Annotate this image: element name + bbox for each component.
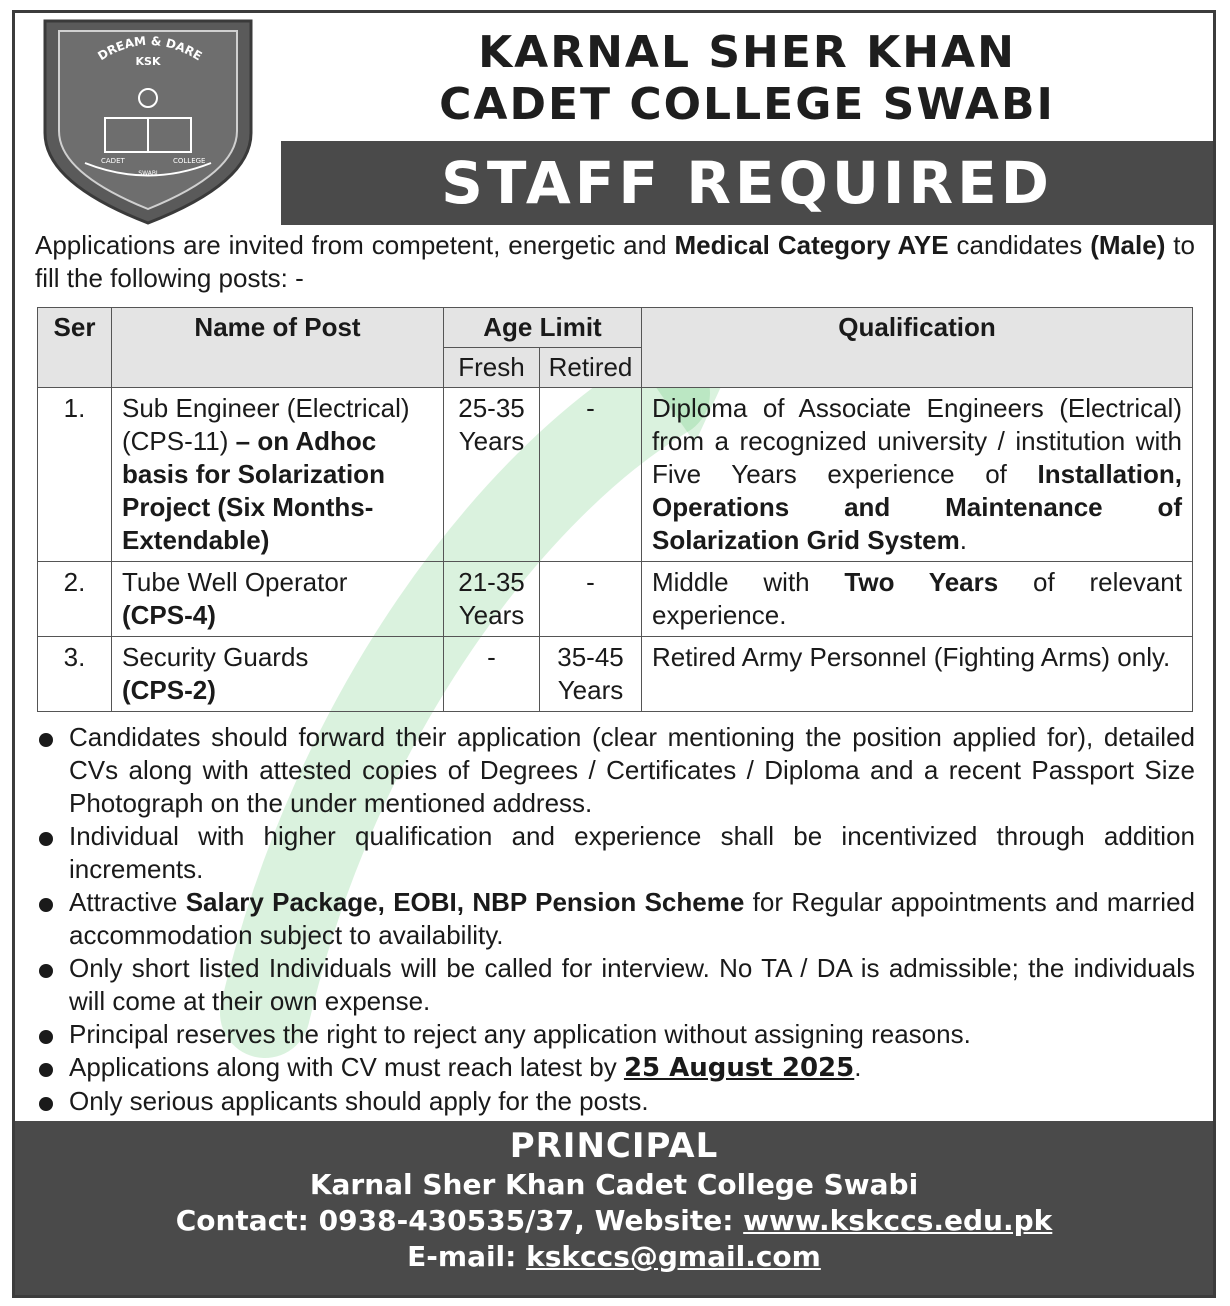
row-qualification — [642, 388, 1193, 562]
qual-text: Diploma of Associate Engineers (Electrical) from a recognized university / institution with Five Years experience of — [652, 393, 1182, 489]
qual-end: . — [959, 525, 967, 555]
table-row — [38, 562, 1193, 637]
row-retired: - — [540, 562, 642, 637]
qual-text: Retired Army Personnel (Fighting Arms) only. — [652, 642, 1171, 672]
note-text: Only short listed Individuals will be called for interview. No TA / DA is admissible; the individuals will come at their own expense. — [69, 953, 1195, 1016]
bullet-icon — [39, 832, 53, 846]
row-qualification — [642, 562, 1193, 637]
principal-title: PRINCIPAL — [509, 1126, 719, 1166]
table-row — [38, 388, 1193, 562]
note-text: Applications along with CV must reach latest by — [69, 1052, 624, 1082]
college-name-line1: KARNAL SHER KHAN — [478, 27, 1016, 78]
notes-list — [35, 721, 1195, 1118]
college-name-line2: CADET COLLEGE SWABI — [439, 79, 1055, 130]
post-detail: (CPS-2) — [122, 675, 216, 705]
college-crest-icon — [15, 13, 281, 225]
bullet-icon — [39, 1063, 53, 1077]
row-fresh: 21-35 Years — [444, 562, 540, 637]
row-post — [112, 562, 444, 637]
list-item — [35, 1051, 1195, 1085]
job-advertisement — [12, 10, 1216, 1298]
header-fresh: Fresh — [444, 348, 540, 388]
row-ser: 2. — [38, 562, 112, 637]
email-label: E-mail: — [407, 1240, 527, 1273]
header-post: Name of Post — [112, 308, 444, 388]
footer-contact-line — [15, 1203, 1213, 1239]
header-qualification: Qualification — [642, 308, 1193, 388]
note-bold: Salary Package, EOBI, NBP Pension Scheme — [185, 887, 745, 917]
note-text: Individual with higher qualification and experience shall be incentivized through addition increments. — [69, 821, 1195, 884]
logo-band-right: COLLEGE — [173, 157, 206, 165]
posts-table — [37, 307, 1193, 712]
row-post — [112, 388, 444, 562]
header-ser: Ser — [38, 308, 112, 388]
row-retired: - — [540, 388, 642, 562]
qual-end: of relevant experience. — [652, 567, 1182, 630]
row-ser: 3. — [38, 637, 112, 712]
qual-bold: Two Years — [844, 567, 999, 597]
qual-text: Middle with — [652, 567, 845, 597]
footer-college-name: Karnal Sher Khan Cadet College Swabi — [309, 1168, 919, 1201]
post-title: Tube Well Operator — [122, 567, 348, 597]
intro-paragraph — [35, 229, 1195, 295]
header-age-limit: Age Limit — [444, 308, 642, 348]
post-detail: – on Adhoc basis for Solarization Project (Six Months-Extendable) — [122, 426, 385, 555]
deadline-date: 25 August 2025 — [623, 1053, 855, 1083]
row-post — [112, 637, 444, 712]
logo-band-bottom: SWABI — [138, 170, 158, 177]
logo-band-left: CADET — [101, 157, 125, 165]
post-title: Sub Engineer (Electrical) (CPS-11) — [122, 393, 410, 456]
intro-text: Applications are invited from competent, energetic and — [35, 230, 675, 260]
intro-gender: (Male) — [1090, 230, 1166, 260]
list-item — [35, 1018, 1195, 1051]
header-retired: Retired — [540, 348, 642, 388]
row-retired: 35-45 Years — [540, 637, 642, 712]
list-item — [35, 820, 1195, 886]
footer-email-line — [15, 1239, 1213, 1275]
note-text: for Regular appointments and married accommodation subject to availability. — [69, 887, 1196, 950]
contact-footer — [15, 1121, 1213, 1295]
note-text: Principal reserves the right to reject any application without assigning reasons. — [69, 1019, 971, 1049]
bullet-icon — [39, 898, 53, 912]
list-item — [35, 721, 1195, 820]
staff-required-banner — [281, 141, 1213, 225]
row-fresh: 25-35 Years — [444, 388, 540, 562]
bullet-icon — [39, 964, 53, 978]
list-item — [35, 886, 1195, 952]
logo-area — [15, 13, 281, 225]
row-fresh: - — [444, 637, 540, 712]
qual-bold: Installation, Operations and Maintenance of Solarization Grid System — [652, 459, 1182, 555]
logo-motto: DREAM & DARE — [95, 33, 205, 64]
contact-label: Contact: — [175, 1204, 319, 1237]
intro-medical-category: Medical Category AYE — [674, 230, 949, 260]
header-title — [281, 13, 1213, 141]
note-text: Candidates should forward their application (clear mentioning the position applied for), detailed CVs along with attested copies of Degrees / Certificates / Diploma and a recent Passport Size Photograph on the under mentioned address. — [69, 722, 1195, 818]
note-text: Attractive — [69, 887, 186, 917]
row-ser: 1. — [38, 388, 112, 562]
post-title: Security Guards — [122, 642, 309, 672]
banner-text: STAFF REQUIRED — [441, 149, 1053, 217]
note-text: Only serious applicants should apply for the posts. — [69, 1086, 649, 1116]
table-row — [38, 637, 1193, 712]
list-item — [35, 1085, 1195, 1118]
note-text: . — [854, 1052, 862, 1082]
post-detail: (CPS-4) — [122, 600, 216, 630]
website-label: , Website: — [574, 1204, 744, 1237]
bullet-icon — [39, 733, 53, 747]
bullet-icon — [39, 1030, 53, 1044]
table-header-row — [38, 308, 1193, 348]
bullet-icon — [39, 1097, 53, 1111]
intro-text: to fill the following posts: - — [35, 230, 1195, 293]
list-item — [35, 952, 1195, 1018]
intro-text: candidates — [948, 230, 1091, 260]
contact-phone: 0938-430535/37 — [318, 1204, 575, 1237]
row-qualification — [642, 637, 1193, 712]
logo-initials: KSK — [135, 55, 161, 68]
website-link[interactable]: www.kskccs.edu.pk — [743, 1204, 1053, 1237]
email-link[interactable]: kskccs@gmail.com — [526, 1240, 821, 1273]
